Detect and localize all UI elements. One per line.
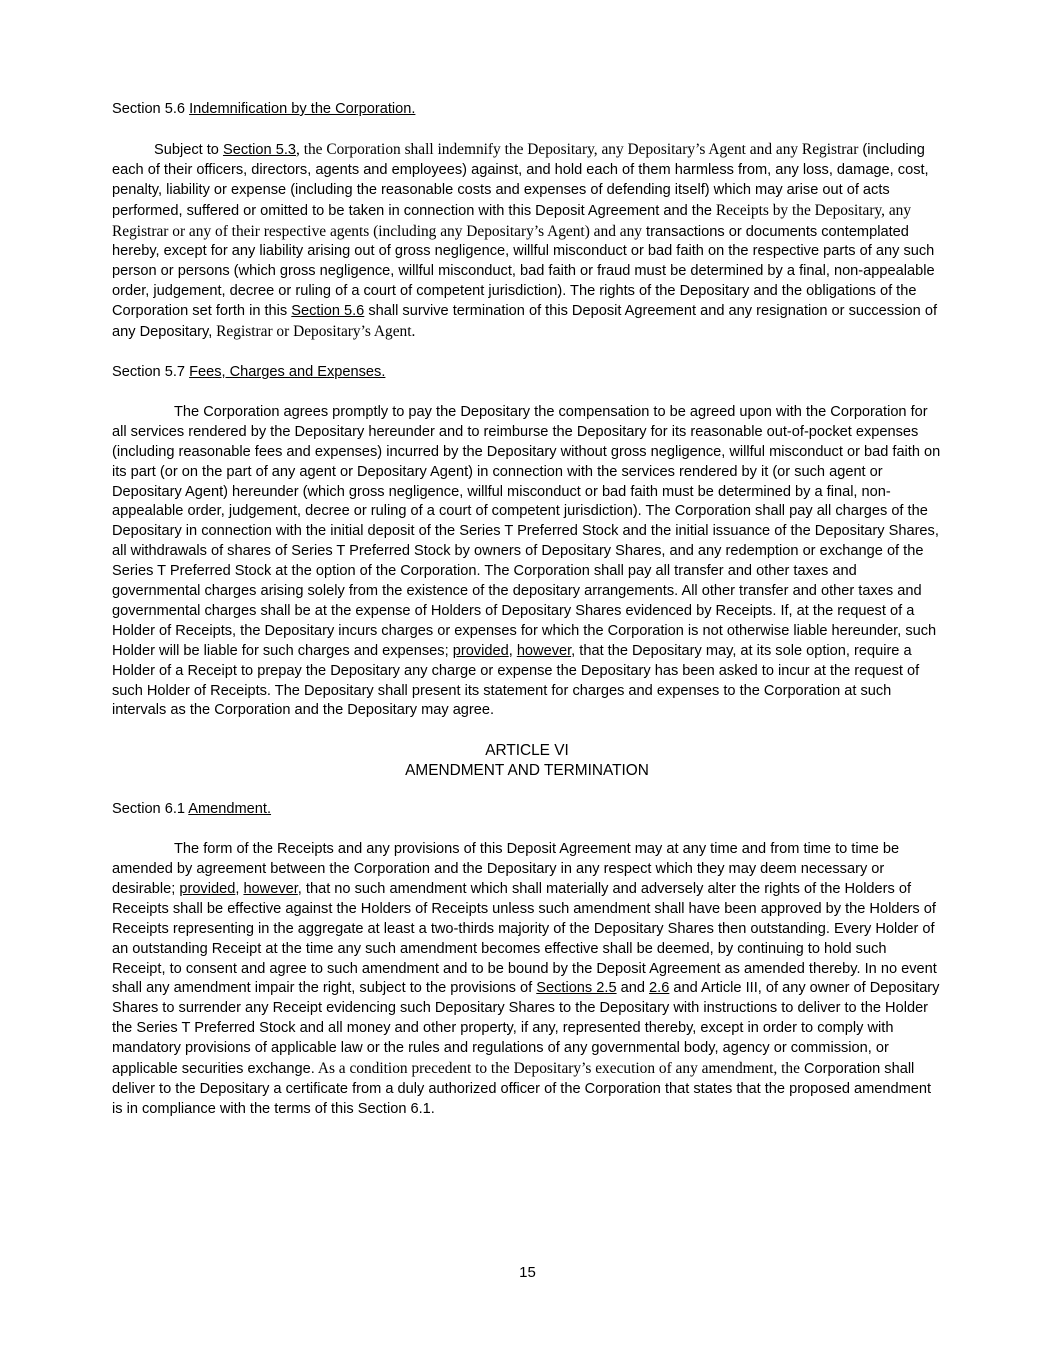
section-title: Amendment. (188, 801, 272, 818)
section-number: Section 6.1 (112, 801, 189, 818)
section-5-7-paragraph (112, 403, 942, 722)
section-5-7-heading (112, 363, 942, 383)
article-heading (112, 741, 942, 781)
cross-reference-5-3: Section 5.3 (222, 141, 296, 158)
text-run: transactions or documents contemplated hereby, except for any liability arising out of gross negligence, willful misconduct or bad faith on the respective parts of any such person or persons (which gross negligence, willful misconduct, bad faith or fraud must be determined by a final, non-appealable order, judgement, decree or ruling of a court of competent jurisdiction). The rights of the Depositary and the obligations of the Corporation set forth in this (112, 223, 935, 320)
cross-reference-5-6: Section 5.6 (291, 303, 365, 320)
text-run: , (235, 880, 244, 897)
emphasis-however: however (516, 642, 572, 659)
text-run: and (616, 980, 650, 997)
text-run-serif: As a condition precedent to the Depositary’s execution of any amendment, the (314, 1060, 800, 1078)
document-body (112, 100, 942, 1140)
text-run: , (508, 642, 517, 659)
text-run: , that no such amendment which shall materially and adversely alter the rights of the Holders of Receipts shall be effective against the Holders of Receipts unless such amendment shall have been approved by the Holders of Receipts representing in the aggregate at least a two-thirds majority of the Depositary Shares then outstanding. Every Holder of an outstanding Receipt at the time any such amendment becomes effective shall be deemed, by continuing to hold such Receipt, to consent and agree to such amendment and to be bound by the Deposit Agreement as amended thereby. In no event shall any amendment impair the right, subject to the provisions of (112, 880, 937, 997)
section-title: Fees, Charges and Expenses. (189, 363, 386, 380)
article-number: ARTICLE VI (485, 742, 569, 760)
emphasis-however: however (243, 880, 298, 897)
section-5-6-heading (112, 100, 942, 120)
emphasis-provided: provided (179, 880, 236, 897)
section-6-1-paragraph (112, 840, 942, 1120)
text-run: and Article III, of any owner of Depositary Shares to surrender any Receipt evidencing such Depositary Shares to the Depositary with instructions to deliver to the Holder the Series T Preferred Stock and all money and other property, if any, represented thereby, except in order to comply with mandatory provisions of applicable law or the rules and regulations of any governmental body, agency or commission, or applicable securities exchange. (112, 980, 940, 1078)
section-6-1-heading (112, 800, 942, 820)
cross-reference-2-5: Sections 2.5 (536, 980, 617, 997)
emphasis-provided: provided (452, 642, 509, 659)
text-run: The form of the Receipts and any provisions of this Deposit Agreement may at any time and from time to time be amended by agreement between the Corporation and the Depositary in any respect which they may deem necessary or desirable; (112, 841, 900, 897)
section-title: Indemnification by the Corporation. (189, 101, 416, 117)
text-run: Subject to (154, 141, 223, 158)
text-run: (including each of their officers, directors, agents and employees) against, and hold each of them harmless from, any loss, damage, cost, penalty, liability or expense (including the reasonable costs and expenses of defending itself) which may arise out of acts performed, suffered or omitted to be taken in connection with this Deposit Agreement and the (112, 141, 929, 219)
text-run-serif: Receipts by the Depositary, any Registrar or any of their respective agents (including any Depositary’s Agent) and any (112, 201, 912, 240)
text-run: The Corporation agrees promptly to pay the Depositary the compensation to be agreed upon with the Corporation for all services rendered by the Depositary hereunder and to reimburse the Depositary for its reasonable out-of-pocket expenses (including reasonable fees and expenses) incurred by the Depositary without gross negligence, willful misconduct or bad faith on its part (or on the part of any agent or Depositary Agent) in connection with the services rendered by it (or such agent or Depositary Agent) hereunder (which gross negligence, willful misconduct or bad faith must be determined by a final, non-appealable order, judgement, decree or ruling of a court of competent jurisdiction). The Corporation shall pay all charges of the Depositary in connection with the initial deposit of the Series T Preferred Stock and the initial issuance of the Depositary Shares, all withdrawals of shares of Series T Preferred Stock by owners of Depositary Shares, and any redemption or exchange of the Series T Preferred Stock at the option of the Corporation. The Corporation shall pay all transfer and other taxes and governmental charges arising solely from the existence of the depositary arrangements. All other transfer and other taxes and governmental charges shall be at the expense of Holders of Depositary Shares evidenced by Receipts. If, at the request of a Holder of Receipts, the Depositary incurs charges or expenses for which the Corporation is not otherwise liable hereunder, such Holder will be liable for such charges and expenses; (112, 403, 941, 659)
text-run: , that the Depositary may, at its sole option, require a Holder of a Receipt to prepay the Depositary any charge or expense the Depositary has been asked to incur at the request of such Holder of Receipts. The Depositary shall present its statement for charges and expenses to the Corporation at such intervals as the Corporation and the Depositary may agree. (112, 642, 920, 719)
cross-reference-2-6: 2.6 (649, 980, 670, 997)
section-number: Section 5.6 (112, 101, 190, 117)
text-run: shall survive termination of this Deposit Agreement and any resignation or succession of any Depositary, (112, 303, 937, 341)
text-run-serif: Registrar or Depositary’s Agent. (212, 323, 416, 341)
article-title: AMENDMENT AND TERMINATION (405, 762, 649, 780)
section-5-6-paragraph (112, 140, 942, 343)
page-number: 15 (519, 1264, 536, 1281)
text-run-serif: , the Corporation shall indemnify the Depositary, any Depositary’s Agent and any Registrar (296, 140, 859, 158)
text-run: Corporation shall deliver to the Depositary a certificate from a duly authorized officer of the Corporation that states that the proposed amendment is in compliance with the terms of this Section 6.1. (112, 1061, 932, 1117)
section-number: Section 5.7 (112, 363, 190, 380)
